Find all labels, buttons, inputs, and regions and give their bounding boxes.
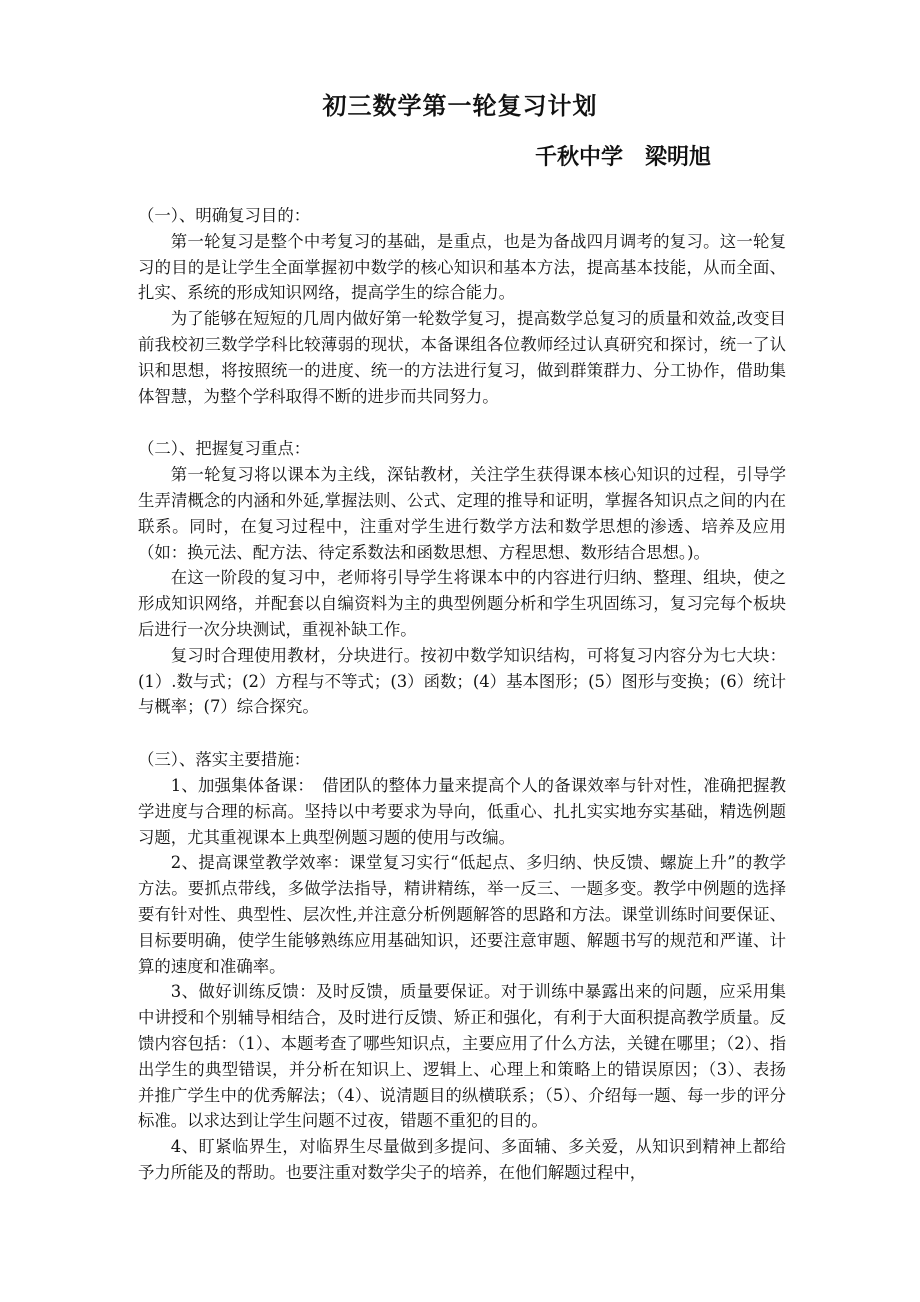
body-paragraph: 1、加强集体备课： 借团队的整体力量来提高个人的备课效率与针对性，准确把握教学进度与合理的标高。坚持以中考要求为导向，低重心、扎扎实实地夯实基础，精选例题习题，尤其重视课本上典型例题习题的使用与改编。 [138, 775, 786, 847]
body-paragraph: 在这一阶段的复习中，老师将引导学生将课本中的内容进行归纳、整理、组块，使之形成知识网络，并配套以自编资料为主的典型例题分析和学生巩固练习，复习完每个板块后进行一次分块测试，重视补缺工作。 [138, 568, 786, 639]
section-spacer [138, 720, 786, 747]
body-paragraph: 第一轮复习将以课本为主线，深钻教材，关注学生获得课本核心知识的过程，引导学生弄清概念的内涵和外延,掌握法则、公式、定理的推导和证明，掌握各知识点之间的内在联系。同时，在复习过程中，注重对学生进行数学方法和数学思想的渗透、培养及应用（如：换元法、配方法、待定系数法和函数思想、方程思想、数形结合思想。)。 [138, 465, 786, 562]
document-body [138, 203, 786, 1186]
section-heading: （二）、把握复习重点： [138, 439, 311, 459]
body-paragraph: 第一轮复习是整个中考复习的基础，是重点，也是为备战四月调考的复习。这一轮复习的目的是让学生全面掌握初中数学的核心知识和基本方法，提高基本技能，从而全面、扎实、系统的形成知识网络，提高学生的综合能力。 [138, 231, 786, 303]
section-objectives [138, 203, 786, 409]
section-spacer [138, 409, 786, 436]
body-paragraph: 4、盯紧临界生，对临界生尽量做到多提问、多面辅、多关爱，从知识到精神上都给予力所能及的帮助。也要注重对数学尖子的培养，在他们解题过程中， [138, 1137, 786, 1182]
section-heading: （一）、明确复习目的： [138, 206, 311, 225]
body-paragraph: 复习时合理使用教材，分块进行。按初中数学知识结构，可将复习内容分为七大块：(1）.数与式；(2）方程与不等式；(3）函数；(4）基本图形；(5）图形与变换；(6）统计与概率；(7）综合探究。 [138, 645, 786, 717]
body-paragraph: 为了能够在短短的几周内做好第一轮数学复习，提高数学总复习的质量和效益,改变目前我校初三数学学科比较薄弱的现状，本备课组各位教师经过认真研究和探讨，统一了认识和思想，将按照统一的进度、统一的方法进行复习，做到群策群力、分工协作，借助集体智慧，为整个学科取得不断的进步而共同努力。 [138, 309, 786, 406]
section-heading: （三）、落实主要措施： [138, 750, 311, 770]
section-measures [138, 747, 786, 1186]
body-paragraph: 2、提高课堂教学效率：课堂复习实行“低起点、多归纳、快反馈、螺旋上升”的教学方法。要抓点带线，多做学法指导，精讲精练，举一反三、一题多变。教学中例题的选择要有针对性、典型性、层次性,并注意分析例题解答的思路和方法。课堂训练时间要保证、目标要明确，使学生能够熟练应用基础知识，还要注意审题、解题书写的规范和严谨、计算的速度和准确率。 [138, 853, 786, 976]
document-author: 千秋中学 梁明旭 [535, 145, 712, 170]
document-title: 初三数学第一轮复习计划 [322, 92, 598, 120]
body-paragraph: 3、做好训练反馈：及时反馈，质量要保证。对于训练中暴露出来的问题，应采用集中讲授和个别辅导相结合，及时进行反馈、矫正和强化，有利于大面积提高教学质量。反馈内容包括：（1）、本题考查了哪些知识点，主要应用了什么方法，关键在哪里；（2）、指出学生的典型错误，并分析在知识上、逻辑上、心理上和策略上的错误原因；（3）、表扬并推广学生中的优秀解法；（4）、说清题目的纵横联系；（5）、介绍每一题、每一步的评分标准。以求达到让学生问题不过夜，错题不重犯的目的。 [138, 982, 786, 1131]
section-key-points [138, 436, 786, 720]
